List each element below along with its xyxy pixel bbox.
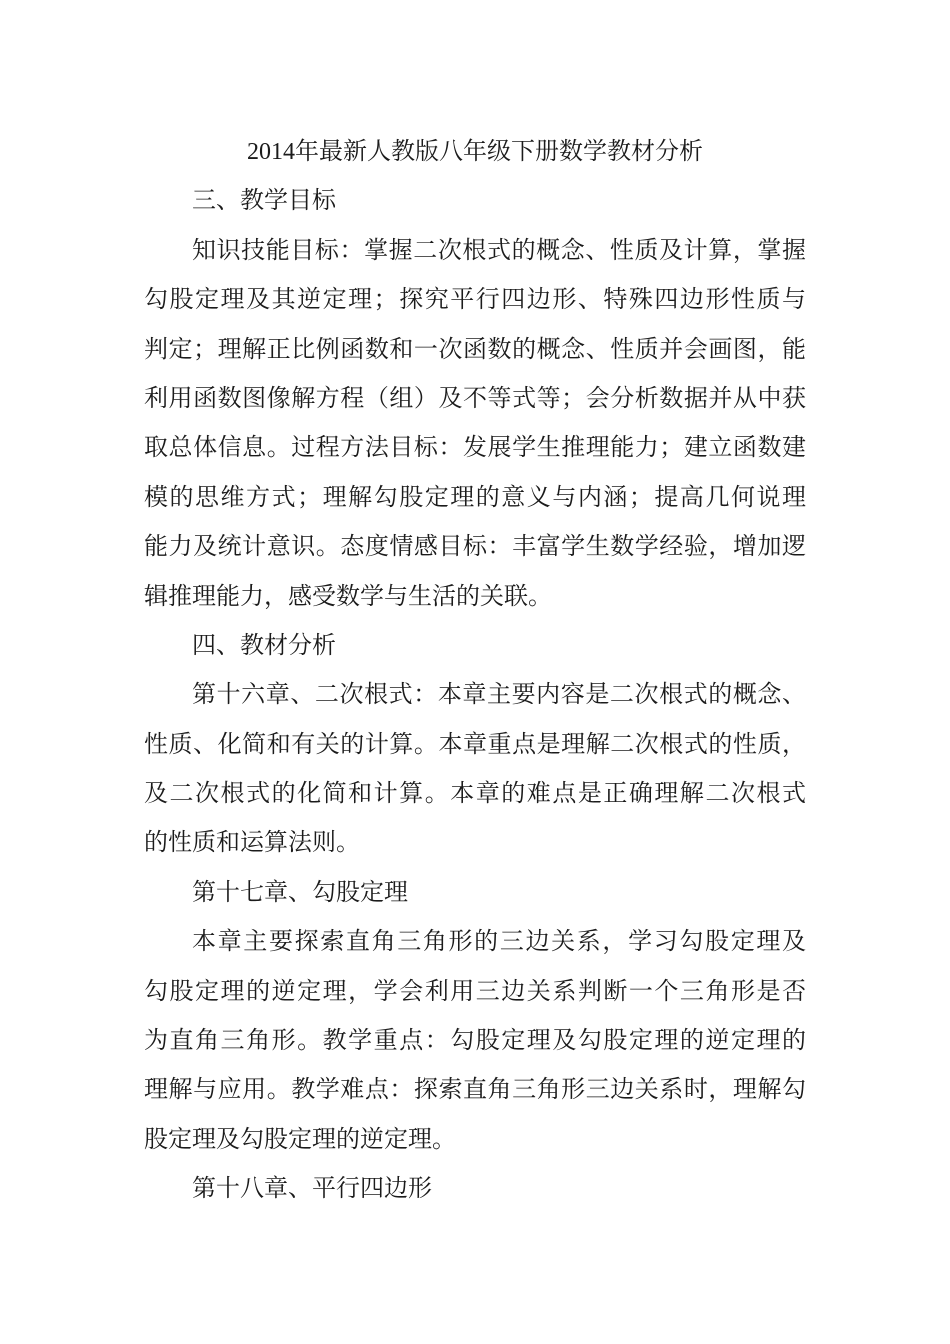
body-text-line: 第十六章、二次根式：本章主要内容是二次根式的概念、 bbox=[192, 682, 806, 709]
section-heading: 三、教学目标 bbox=[192, 188, 336, 215]
body-text-line: 取总体信息。过程方法目标：发展学生推理能力；建立函数建 bbox=[144, 435, 806, 462]
body-text-line: 性质、化简和有关的计算。本章重点是理解二次根式的性质， bbox=[144, 731, 806, 758]
section-heading: 四、教材分析 bbox=[192, 632, 336, 659]
body-text-line: 勾股定理的逆定理，学会利用三边关系判断一个三角形是否 bbox=[144, 978, 806, 1005]
body-text-line: 及二次根式的化简和计算。本章的难点是正确理解二次根式 bbox=[144, 781, 806, 808]
body-text-line: 利用函数图像解方程（组）及不等式等；会分析数据并从中获 bbox=[144, 385, 806, 412]
body-text-line: 能力及统计意识。态度情感目标：丰富学生数学经验，增加逻 bbox=[144, 534, 806, 561]
section-heading: 第十七章、勾股定理 bbox=[192, 879, 408, 906]
document-text-block bbox=[144, 128, 806, 1215]
body-text-line: 理解与应用。教学难点：探索直角三角形三边关系时，理解勾 bbox=[144, 1077, 806, 1104]
body-text-line: 知识技能目标：掌握二次根式的概念、性质及计算，掌握 bbox=[192, 237, 806, 264]
body-text-line: 本章主要探索直角三角形的三边关系，学习勾股定理及 bbox=[192, 929, 806, 956]
body-text-line: 勾股定理及其逆定理；探究平行四边形、特殊四边形性质与 bbox=[144, 287, 806, 314]
body-text-line: 股定理及勾股定理的逆定理。 bbox=[144, 1126, 456, 1153]
body-text-line: 辑推理能力，感受数学与生活的关联。 bbox=[144, 583, 552, 610]
section-heading: 第十八章、平行四边形 bbox=[192, 1176, 432, 1203]
document-title: 2014年最新人教版八年级下册数学教材分析 bbox=[247, 139, 703, 165]
body-text-line: 为直角三角形。教学重点：勾股定理及勾股定理的逆定理的 bbox=[144, 1028, 806, 1055]
body-text-line: 的性质和运算法则。 bbox=[144, 830, 360, 857]
body-text-line: 判定；理解正比例函数和一次函数的概念、性质并会画图，能 bbox=[144, 336, 806, 363]
body-text-line: 模的思维方式；理解勾股定理的意义与内涵；提高几何说理 bbox=[144, 484, 806, 511]
